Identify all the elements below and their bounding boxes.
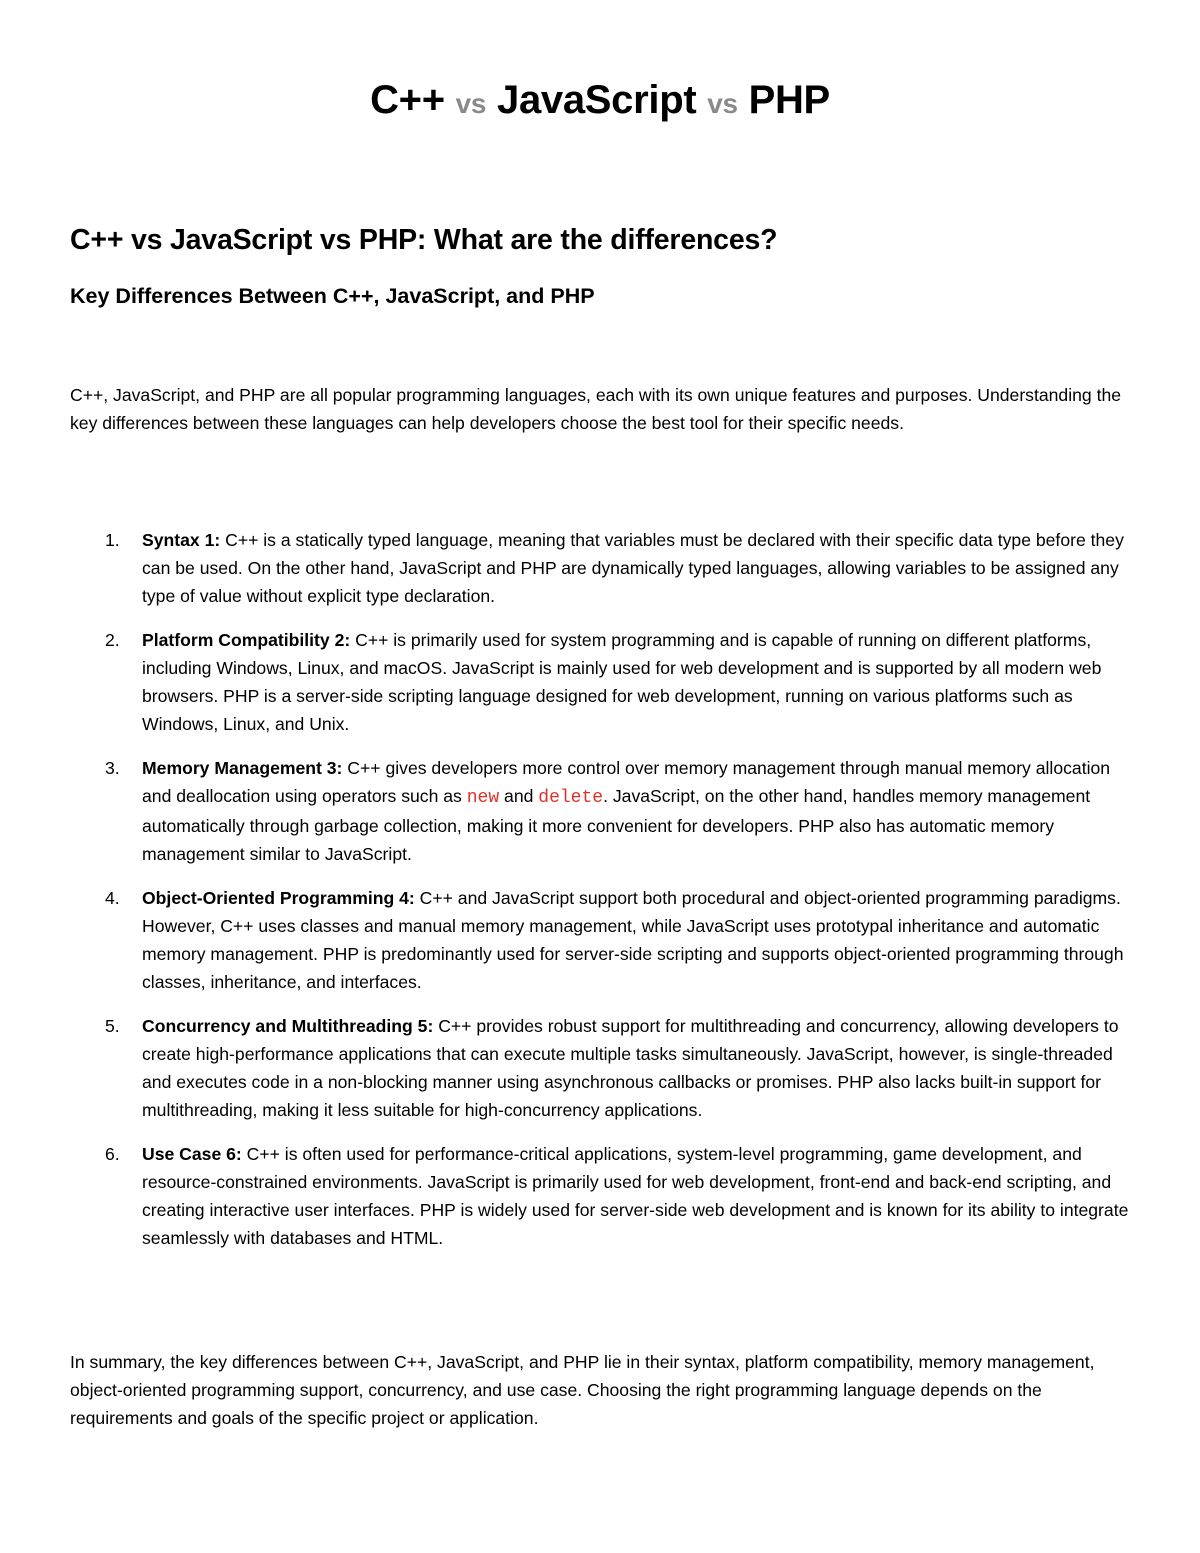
code-keyword-new: new: [466, 788, 500, 808]
differences-list: [70, 526, 1132, 1268]
list-item-concurrency: [70, 1012, 1132, 1124]
title-cpp: C++: [370, 78, 445, 122]
title-vs-2: vs: [707, 88, 738, 119]
item-text-after: . JavaScript, on the other hand, handles memory management automatically through garbage collection, making it more convenient for developers. PHP also has automatic memory management similar to JavaScript.: [142, 786, 1091, 864]
item-label: Concurrency and Multithreading 5:: [142, 1016, 434, 1036]
item-text: C++ and JavaScript support both procedural and object-oriented programming paradigms. However, C++ uses classes and manual memory management, while JavaScript uses prototypal inheritance and automatic memory management. PHP is predominantly used for server-side scripting and supports object-oriented programming through classes, inheritance, and interfaces.: [142, 888, 1124, 992]
list-number: 4.: [105, 888, 120, 908]
section-subheading: Key Differences Between C++, JavaScript, and PHP: [70, 284, 595, 308]
list-item-syntax: [70, 526, 1132, 610]
item-label: Object-Oriented Programming 4:: [142, 888, 415, 908]
summary-paragraph: In summary, the key differences between C++, JavaScript, and PHP lie in their syntax, platform compatibility, memory management, object-oriented programming support, concurrency, and use case. Choosing the right programming language depends on the requirements and goals of the specific project or application.: [70, 1352, 1095, 1428]
item-text: C++ is a statically typed language, meaning that variables must be declared with their specific data type before they can be used. On the other hand, JavaScript and PHP are dynamically typed languages, allowing variables to be assigned any type of value without explicit type declaration.: [142, 530, 1124, 606]
item-label: Platform Compatibility 2:: [142, 630, 351, 650]
item-text: C++ is primarily used for system programming and is capable of running on different platforms, including Windows, Linux, and macOS. JavaScript is mainly used for web development and is supported by all modern web browsers. PHP is a server-side scripting language designed for web development, running on various platforms such as Windows, Linux, and Unix.: [142, 630, 1102, 734]
item-label: Syntax 1:: [142, 530, 221, 550]
title-vs-1: vs: [455, 88, 487, 119]
item-text-mid: and: [499, 786, 539, 806]
list-item-memory-management: [70, 754, 1132, 868]
item-text: C++ is often used for performance-critical applications, system-level programming, game development, and resource-constrained environments. JavaScript is primarily used for web development, front-end and back-end scripting, and creating interactive user interfaces. PHP is widely used for server-side web development and is known for its ability to integrate seamlessly with databases and HTML.: [142, 1144, 1129, 1248]
list-item-object-oriented: [70, 884, 1132, 996]
intro-paragraph: C++, JavaScript, and PHP are all popular programming languages, each with its own unique features and purposes. Understanding the key differences between these languages can help developers choose the best tool for their specific needs.: [70, 385, 1122, 433]
list-item-platform-compatibility: [70, 626, 1132, 738]
list-number: 5.: [105, 1016, 120, 1036]
list-item-use-case: [70, 1140, 1132, 1252]
title-php: PHP: [748, 78, 830, 122]
code-keyword-delete: delete: [538, 788, 604, 808]
document-title: [0, 74, 1200, 130]
section-heading: C++ vs JavaScript vs PHP: What are the differences?: [70, 224, 778, 256]
item-text-before: C++ gives developers more control over memory management through manual memory allocation and deallocation using operators such as: [142, 758, 1111, 806]
item-text: C++ provides robust support for multithreading and concurrency, allowing developers to create high-performance applications that can execute multiple tasks simultaneously. JavaScript, however, is single-threaded and executes code in a non-blocking manner using asynchronous callbacks or promises. PHP also lacks built-in support for multithreading, making it less suitable for high-concurrency applications.: [142, 1016, 1119, 1120]
item-label: Memory Management 3:: [142, 758, 343, 778]
list-number: 6.: [105, 1144, 120, 1164]
item-label: Use Case 6:: [142, 1144, 242, 1164]
title-javascript: JavaScript: [497, 78, 697, 122]
list-number: 1.: [105, 530, 120, 550]
list-number: 3.: [105, 758, 120, 778]
list-number: 2.: [105, 630, 120, 650]
